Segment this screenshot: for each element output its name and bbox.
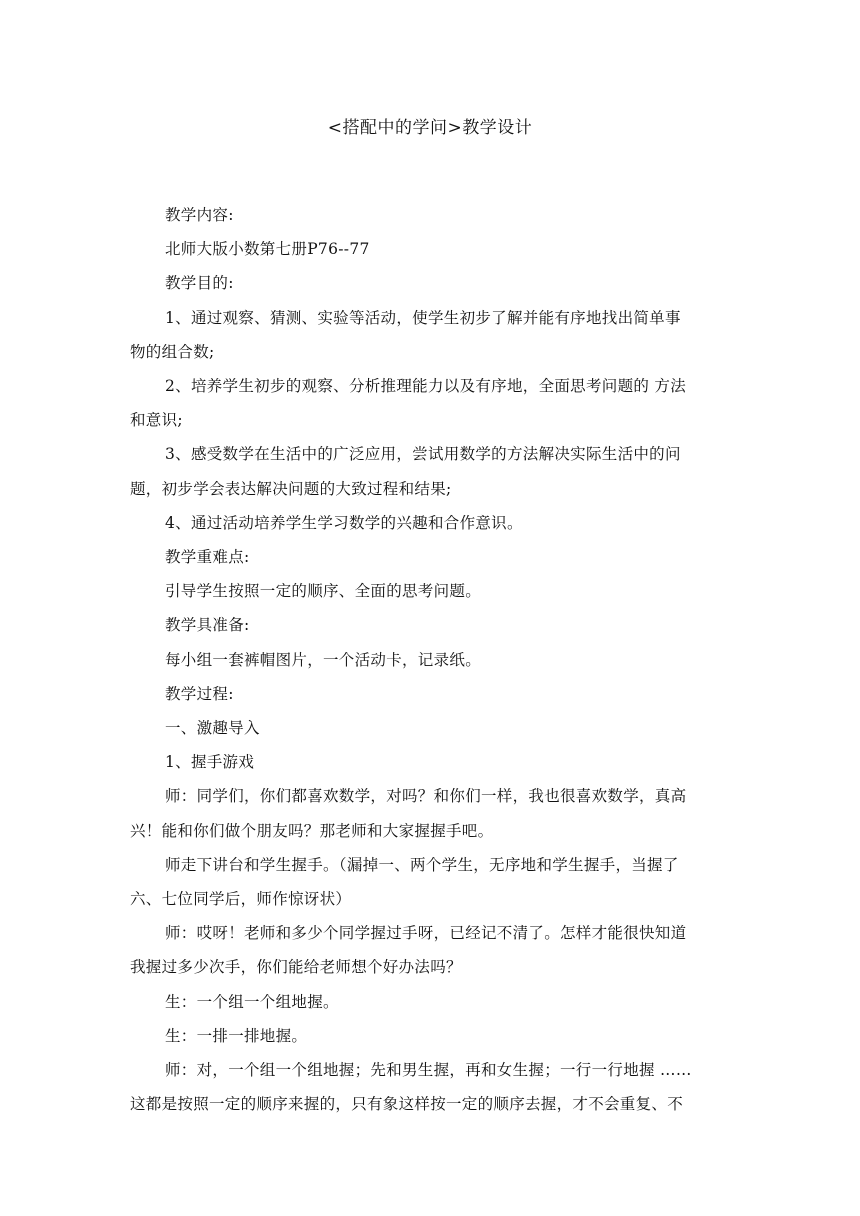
paragraph-line: 教学具准备: [165, 616, 250, 635]
paragraph-line: 兴！能和你们做个朋友吗？那老师和大家握握手吧。 [130, 821, 494, 840]
paragraph-line: 六、七位同学后，师作惊讶状） [130, 890, 352, 909]
paragraph-line: 一、激趣导入 [165, 719, 260, 738]
paragraph-line: 北师大版小数第七册P76--77 [165, 240, 370, 259]
paragraph-line: 和意识; [130, 411, 183, 430]
paragraph-line: 3、感受数学在生活中的广泛应用，尝试用数学的方法解决实际生活中的问 [165, 445, 681, 464]
document-title: <搭配中的学问>教学设计 [327, 118, 533, 138]
paragraph-line: 题，初步学会表达解决问题的大致过程和结果; [130, 479, 452, 498]
paragraph-line: 教学内容: [165, 206, 234, 224]
paragraph-line: 教学重难点: [165, 548, 250, 567]
paragraph-line: 教学过程: [165, 684, 234, 703]
paragraph-line: 每小组一套裤帽图片，一个活动卡，记录纸。 [165, 650, 482, 669]
document-body [130, 198, 730, 1121]
paragraph-line: 教学目的: [165, 274, 234, 293]
paragraph-line: 这都是按照一定的顺序来握的，只有象这样按一定的顺序去握，才不会重复、不 [130, 1095, 684, 1114]
paragraph-line: 师：对，一个组一个组地握；先和男生握，再和女生握；一行一行地握 …… [165, 1061, 692, 1080]
paragraph-line: 生：一排一排地握。 [165, 1026, 308, 1045]
paragraph-line: 物的组合数; [130, 342, 215, 361]
paragraph-line: 生：一个组一个组地握。 [165, 992, 339, 1011]
paragraph-line: 师走下讲台和学生握手。（漏掉一、两个学生，无序地和学生握手，当握了 [165, 855, 679, 874]
paragraph-line: 1、握手游戏 [165, 753, 255, 772]
paragraph-line: 4、通过活动培养学生学习数学的兴趣和合作意识。 [165, 513, 523, 532]
paragraph-line: 我握过多少次手，你们能给老师想个好办法吗？ [130, 958, 462, 977]
paragraph-line: 引导学生按照一定的顺序、全面的思考问题。 [165, 582, 482, 601]
paragraph-line: 师：同学们，你们都喜欢数学，对吗？和你们一样，我也很喜欢数学，真高 [165, 787, 687, 806]
paragraph-line: 2、培养学生初步的观察、分析推理能力以及有序地，全面思考问题的 方法 [165, 377, 686, 396]
paragraph-line: 师：哎呀！老师和多少个同学握过手呀，已经记不清了。怎样才能很快知道 [165, 924, 687, 943]
paragraph-line: 1、通过观察、猜测、实验等活动，使学生初步了解并能有序地找出简单事 [165, 308, 681, 327]
